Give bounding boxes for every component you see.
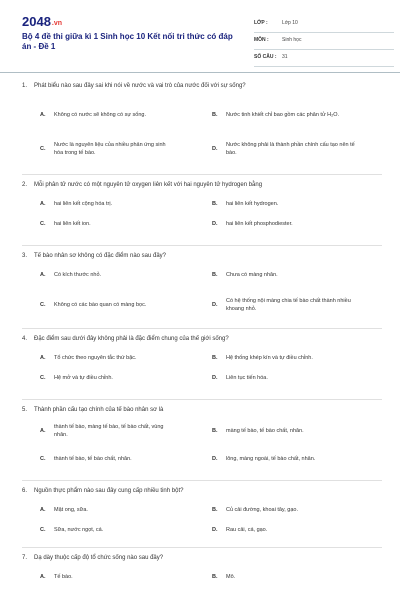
question-stem xyxy=(22,335,382,343)
question-text: Phát biểu nào sau đây sai khi nói về nước và vai trò của nước đối với sự sống? xyxy=(34,83,246,89)
question-list xyxy=(22,78,382,592)
option-letter: A. xyxy=(40,574,46,580)
option-text: Nước là nguyên liệu của nhiều phản ứng sinh hóa trong tế bào. xyxy=(54,142,166,156)
meta-key: LỚP : xyxy=(254,20,268,26)
question-number: 2. xyxy=(22,182,28,188)
option-text: hai liên kết hydrogen. xyxy=(226,201,279,207)
option-text: Tổ chức theo nguyên tắc thứ bậc. xyxy=(54,355,137,361)
meta-row-count xyxy=(254,50,394,67)
option-letter: C. xyxy=(40,527,46,533)
option-text: thành tế bào, màng tế bào, tế bào chất, vùng nhân. xyxy=(54,424,164,438)
question-number: 4. xyxy=(22,336,28,342)
meta-table xyxy=(254,16,394,67)
option-text: Không có các bào quan có màng bọc. xyxy=(54,302,147,308)
document-header xyxy=(22,14,382,68)
option-letter: B. xyxy=(212,574,218,580)
option-letter: D. xyxy=(212,146,218,152)
option-text: Chưa có màng nhân. xyxy=(226,272,278,278)
header-divider xyxy=(0,72,400,73)
option-text: Liên tục tiến hóa. xyxy=(226,375,268,381)
question-text: Dạ dày thuộc cấp độ tổ chức sống nào sau đây? xyxy=(34,555,164,561)
option-letter: B. xyxy=(212,507,218,513)
meta-value: Sinh học xyxy=(282,37,302,43)
question-text: Tế bào nhân sơ không có đặc điểm nào sau đây? xyxy=(34,253,167,259)
question-number: 3. xyxy=(22,253,28,259)
option-text: Hệ mở và tự điều chỉnh. xyxy=(54,375,113,381)
option-text: Nước không phải là thành phần chính cấu tạo nên tế bào. xyxy=(226,142,355,156)
question-3 xyxy=(22,246,382,329)
question-5 xyxy=(22,400,382,481)
option-letter: B. xyxy=(212,112,218,118)
meta-row-subject xyxy=(254,33,394,50)
option-letter: A. xyxy=(40,507,46,513)
question-2 xyxy=(22,175,382,246)
option-text: hai liên kết phosphodiester. xyxy=(226,221,293,227)
option-text: Có hệ thống nội màng chia tế bào chất thành nhiều khoang nhỏ. xyxy=(226,298,351,312)
question-4 xyxy=(22,329,382,400)
option-text: Không có nước sẽ không có sự sống. xyxy=(54,112,146,118)
option-letter: A. xyxy=(40,428,46,434)
option-letter: C. xyxy=(40,456,46,462)
option-text: Nước tinh khiết chỉ bao gồm các phân tử H₂O. xyxy=(226,112,340,118)
question-number: 7. xyxy=(22,555,28,561)
option-letter: B. xyxy=(212,355,218,361)
option-letter: B. xyxy=(212,272,218,278)
option-text: màng tế bào, tế bào chất, nhân. xyxy=(226,428,304,434)
option-letter: D. xyxy=(212,527,218,533)
option-letter: C. xyxy=(40,375,46,381)
option-text: Mô. xyxy=(226,574,236,580)
meta-value: Lớp 10 xyxy=(282,20,298,26)
question-text: Nguồn thực phẩm nào sau đây cung cấp nhiều tinh bột? xyxy=(34,488,184,494)
option-text: Có kích thước nhỏ. xyxy=(54,272,102,278)
option-text: Rau cải, cá, gạo. xyxy=(226,527,268,533)
option-letter: B. xyxy=(212,428,218,434)
option-text: Mật ong, sữa. xyxy=(54,507,88,513)
question-stem xyxy=(22,487,382,495)
option-text: Sữa, nước ngọt, cá. xyxy=(54,527,104,533)
question-text: Mỗi phân tử nước có một nguyên tử oxygen liên kết với hai nguyên tử hydrogen bằng xyxy=(34,182,263,188)
logo-number: 2048 xyxy=(22,14,51,29)
meta-row-class xyxy=(254,16,394,33)
option-text: lông, màng ngoài, tế bào chất, nhân. xyxy=(226,456,316,462)
question-stem xyxy=(22,82,382,90)
option-letter: A. xyxy=(40,201,46,207)
meta-value: 31 xyxy=(282,54,288,60)
option-text: Hệ thống khép kín và tự điều chỉnh. xyxy=(226,355,313,361)
document-title: Bộ 4 đề thi giữa kì 1 Sinh học 10 Kết nối tri thức có đáp án - Đề 1 xyxy=(22,32,233,51)
option-text: hai liên kết cộng hóa trị. xyxy=(54,201,113,207)
question-7 xyxy=(22,548,382,592)
option-letter: D. xyxy=(212,375,218,381)
question-text: Đặc điểm sau dưới đây không phải là đặc điểm chung của thế giới sống? xyxy=(34,336,229,342)
option-letter: C. xyxy=(40,221,46,227)
question-stem xyxy=(22,252,382,260)
meta-key: MÔN : xyxy=(254,37,269,43)
site-logo[interactable] xyxy=(22,14,62,29)
option-text: Củ cải đường, khoai tây, gạo. xyxy=(226,507,299,513)
logo-suffix: .vn xyxy=(51,20,63,27)
question-number: 1. xyxy=(22,83,28,89)
option-letter: A. xyxy=(40,355,46,361)
meta-key: SỐ CÂU : xyxy=(254,54,277,60)
question-stem xyxy=(22,406,382,414)
option-letter: A. xyxy=(40,272,46,278)
option-letter: D. xyxy=(212,221,218,227)
question-number: 6. xyxy=(22,488,28,494)
option-letter: A. xyxy=(40,112,46,118)
option-text: thành tế bào, tế bào chất, nhân. xyxy=(54,456,132,462)
question-6 xyxy=(22,481,382,548)
option-letter: C. xyxy=(40,146,46,152)
question-stem xyxy=(22,181,382,189)
option-text: Tế bào. xyxy=(54,574,73,580)
question-text: Thành phần cấu tạo chính của tế bào nhân sơ là xyxy=(34,407,164,413)
option-letter: D. xyxy=(212,302,218,308)
option-letter: D. xyxy=(212,456,218,462)
question-number: 5. xyxy=(22,407,28,413)
option-letter: B. xyxy=(212,201,218,207)
question-1 xyxy=(22,78,382,175)
option-letter: C. xyxy=(40,302,46,308)
question-stem xyxy=(22,554,382,562)
option-text: hai liên kết ion. xyxy=(54,221,91,227)
